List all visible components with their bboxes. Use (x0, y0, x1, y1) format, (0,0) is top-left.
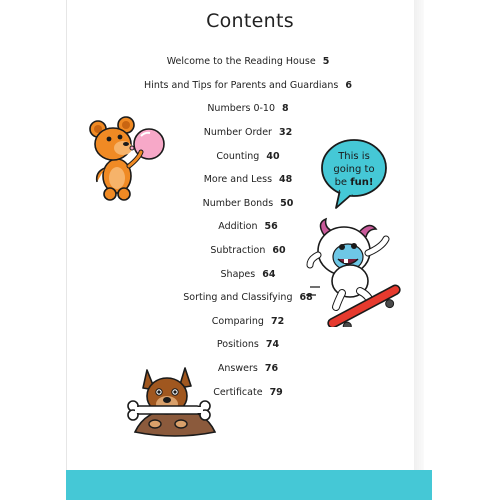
toc-page-number: 68 (299, 292, 313, 304)
speech-bubble (318, 138, 390, 212)
toc-label: Addition (218, 221, 258, 233)
toc-label: Welcome to the Reading House (166, 56, 316, 68)
toc-page-number: 79 (269, 386, 283, 398)
toc-page-number: 56 (264, 221, 278, 233)
toc-label: More and Less (203, 174, 273, 186)
toc-label: Shapes (220, 268, 256, 280)
toc-label: Sorting and Classifying (183, 292, 293, 304)
toc-page-number: 8 (282, 103, 289, 115)
toc-entry[interactable] (110, 333, 386, 357)
toc-page-number: 76 (264, 363, 279, 375)
toc-label: Certificate (213, 386, 263, 398)
bubble-line-2: going to (333, 164, 375, 175)
toc-entry[interactable] (110, 74, 386, 98)
toc-label: Numbers 0-10 (207, 103, 276, 115)
bubble-line-3a: be (334, 177, 351, 188)
toc-page-number: 48 (279, 174, 293, 186)
toc-label: Counting (216, 150, 260, 162)
page-edge (414, 0, 424, 500)
toc-label: Number Order (203, 127, 272, 139)
toc-page-number: 74 (265, 339, 280, 351)
dog-with-bone-illustration (125, 362, 225, 444)
toc-page-number: 5 (322, 56, 330, 68)
svg-text:be fun! (335, 177, 374, 188)
toc-page-number: 50 (280, 197, 294, 209)
bottom-color-band (66, 470, 432, 500)
toc-label: Answers (217, 363, 258, 375)
toc-page-number: 40 (266, 150, 280, 162)
toc-page-number: 60 (272, 245, 286, 257)
yeti-skateboard-illustration (302, 215, 408, 327)
toc-label: Positions (216, 339, 259, 351)
page-title: Contents (206, 10, 294, 32)
toc-page-number: 72 (270, 315, 285, 327)
toc-label: Subtraction (210, 245, 266, 257)
bear-illustration (85, 112, 175, 204)
toc-label: Hints and Tips for Parents and Guardians (144, 79, 339, 91)
bubble-line-1: This is (338, 151, 370, 162)
toc-label: Comparing (211, 315, 264, 327)
toc-entry[interactable] (110, 50, 386, 74)
toc-label: Number Bonds (202, 197, 274, 209)
toc-page-number: 32 (278, 127, 293, 139)
toc-page-number: 6 (345, 79, 352, 91)
toc-page-number: 64 (262, 268, 276, 280)
bubble-line-3b: fun! (350, 177, 374, 188)
